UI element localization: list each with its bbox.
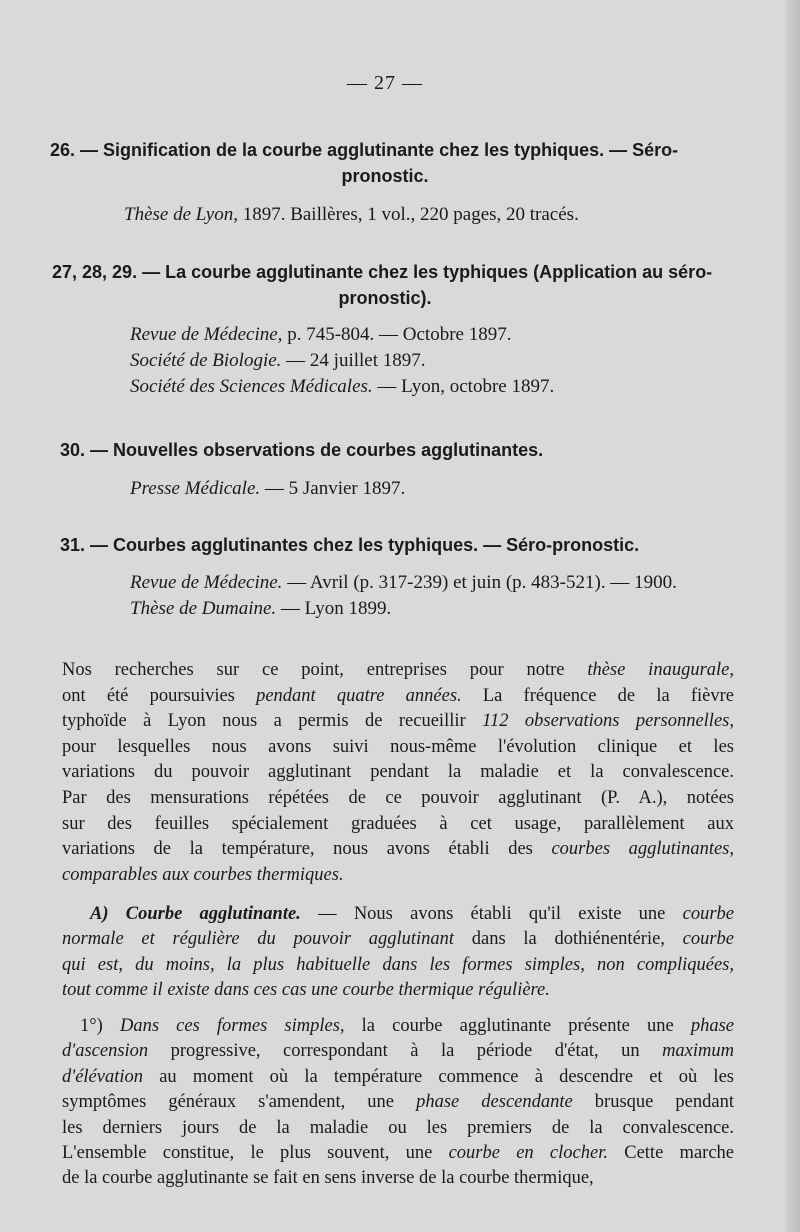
italic-run: phase [690, 1016, 734, 1036]
text-run: sur des feuilles spécialement graduées à cet usage, parallèlement aux [62, 813, 734, 834]
text-run: au moment où la température commence à descendre et où les [143, 1066, 734, 1087]
text-run: la courbe agglutinante présente une [344, 1016, 691, 1036]
ref-source: Thèse de Dumaine. [130, 598, 277, 619]
ref-detail: — 5 Janvier 1897. [260, 478, 406, 499]
text-run: les derniers jours de la maladie ou les premiers de la convalescence. [62, 1117, 734, 1138]
text-run: La fréquence de la fièvre [461, 685, 734, 706]
entry-title: — Nouvelles observations de courbes agglutinantes. [90, 440, 544, 460]
text-line [62, 814, 734, 835]
italic-run: d'élévation [62, 1066, 144, 1087]
text-run: variations du pouvoir agglutinant pendant la maladie et la convalescence. [62, 762, 734, 783]
ref-source: Presse Médicale. [130, 478, 261, 499]
text-run: de la courbe agglutinante se fait en sens inverse de la courbe thermique, [62, 1168, 594, 1189]
ref-detail: p. 745-804. — Octobre 1897. [282, 324, 512, 345]
text-line [62, 929, 734, 950]
italic-run: Dans ces formes simples, [119, 1016, 345, 1036]
text-line [62, 1067, 734, 1088]
entry-number: 27, 28, 29. [52, 262, 138, 282]
text-run: 1°) [80, 1016, 120, 1036]
entry-reference [130, 598, 391, 620]
page-edge-shadow [786, 0, 800, 1232]
text-line [62, 955, 734, 976]
italic-run: phase descendante [416, 1092, 573, 1113]
text-line [62, 788, 734, 809]
entry-title: — Courbes agglutinantes chez les typhiques. — Séro-pronostic. [90, 535, 640, 555]
ref-source: Société des Sciences Médicales. [130, 376, 373, 397]
italic-run: courbe en clocher. [448, 1143, 608, 1163]
text-line [62, 762, 734, 783]
italic-run: d'ascension [62, 1041, 149, 1062]
ref-source: Revue de Médecine, [130, 324, 283, 345]
ref-detail: — Lyon, octobre 1897. [372, 376, 555, 397]
entry-title-line [60, 535, 639, 556]
text-run: symptômes généraux s'amendent, une [62, 1092, 417, 1113]
ref-detail: — 24 juillet 1897. [281, 350, 426, 371]
text-line [62, 737, 734, 758]
italic-run: courbes agglutinantes, [551, 839, 734, 860]
ref-source: Thèse de Lyon, [124, 204, 238, 225]
italic-run: thèse inaugurale, [587, 660, 734, 680]
text-run: Cette marche [607, 1143, 734, 1163]
entry-reference [130, 376, 554, 398]
text-line [62, 1143, 734, 1164]
text-line [62, 1041, 734, 1062]
text-run: typhoïde à Lyon nous a permis de recueillir [62, 711, 483, 732]
italic-run: courbe [682, 904, 734, 924]
entry-title-line [60, 440, 543, 461]
text-line [62, 1168, 734, 1189]
entry-title-line [52, 262, 712, 283]
entry-reference [130, 572, 677, 594]
entry-reference [124, 204, 579, 226]
entry-number: 31. [60, 535, 86, 555]
text-run: pour lesquelles nous avons suivi nous-même l'évolution clinique et les [62, 736, 734, 757]
entry-title-line [0, 166, 770, 187]
entry-reference [130, 350, 426, 372]
text-run: Nos recherches sur ce point, entreprises pour notre [62, 660, 588, 680]
italic-run: comparables aux courbes thermiques. [62, 864, 344, 885]
italic-run: maximum [662, 1041, 734, 1062]
text-run: brusque pendant [572, 1092, 734, 1113]
ref-source: Revue de Médecine. [130, 572, 283, 593]
italic-run: pendant quatre années. [256, 685, 462, 706]
entry-title: — Signification de la courbe agglutinante chez les typhiques. — Séro- [80, 140, 679, 160]
ref-detail: 1897. Baillères, 1 vol., 220 pages, 20 tracés. [237, 204, 579, 225]
entry-reference [130, 478, 405, 500]
ref-detail: — Avril (p. 317-239) et juin (p. 483-521). — 1900. [282, 572, 677, 593]
text-line [62, 1118, 734, 1139]
text-line [62, 865, 734, 886]
text-line [90, 904, 734, 925]
entry-title-cont: pronostic). [338, 288, 432, 308]
italic-run: tout comme il existe dans ces cas une courbe thermique régulière. [62, 980, 550, 1001]
text-line [62, 686, 734, 707]
entry-title-line [0, 288, 770, 309]
entry-title: — La courbe agglutinante chez les typhiques (Application au séro- [142, 262, 713, 282]
entry-title-line [50, 140, 678, 161]
entry-reference [130, 324, 511, 346]
text-line [80, 1016, 734, 1037]
bold-italic-run: A) Courbe agglutinante. [90, 904, 301, 924]
italic-run: qui est, du moins, la plus habituelle dans les formes simples, non compliquées, [62, 954, 734, 975]
italic-run: courbe [682, 929, 735, 950]
page-number: — 27 — [347, 72, 423, 94]
text-run: — Nous avons établi qu'il existe une [300, 904, 683, 924]
entry-number: 26. [50, 140, 76, 160]
text-run: dans la dothiénentérie, [454, 929, 683, 950]
text-run: ont été poursuivies [62, 685, 257, 706]
ref-source: Société de Biologie. [130, 350, 282, 371]
text-run: L'ensemble constitue, le plus souvent, une [62, 1143, 449, 1163]
text-line [62, 839, 734, 860]
italic-run: 112 observations personnelles, [482, 711, 734, 732]
text-line [62, 660, 734, 681]
text-line [62, 711, 734, 732]
entry-title-cont: pronostic. [341, 166, 429, 186]
text-run: variations de la température, nous avons établi des [62, 839, 552, 860]
text-run: Par des mensurations répétées de ce pouvoir agglutinant (P. A.), notées [62, 788, 734, 808]
ref-detail: — Lyon 1899. [276, 598, 392, 619]
text-run: progressive, correspondant à la période d'état, un [148, 1041, 663, 1062]
entry-number: 30. [60, 440, 86, 460]
italic-run: normale et régulière du pouvoir agglutinant [62, 929, 455, 950]
text-line [62, 1092, 734, 1113]
text-line [62, 980, 734, 1001]
